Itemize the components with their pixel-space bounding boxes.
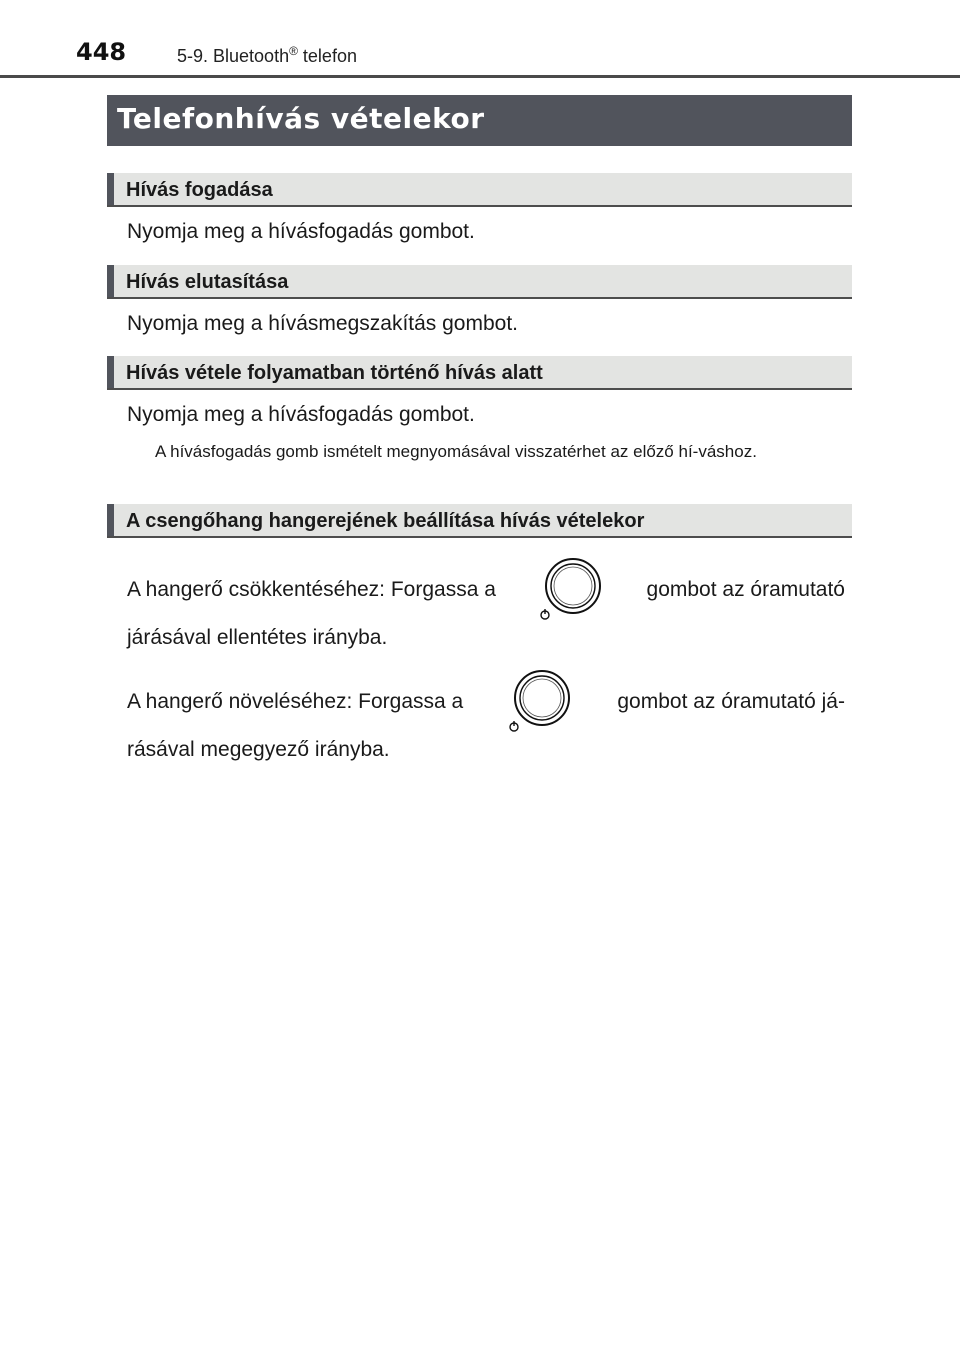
header-rule xyxy=(0,75,960,78)
subheading-accent xyxy=(107,356,114,388)
volume-decrease-instruction xyxy=(127,560,845,656)
instruction-call-waiting: Nyomja meg a hívásfogadás gombot. xyxy=(127,403,475,426)
page-number: 448 xyxy=(76,38,127,66)
instruction-answer-call: Nyomja meg a hívásfogadás gombot. xyxy=(127,220,475,243)
subheading-call-waiting xyxy=(107,356,852,390)
section-breadcrumb xyxy=(177,44,357,67)
subheading-reject-call xyxy=(107,265,852,299)
subheading-accent xyxy=(107,265,114,297)
registered-mark: ® xyxy=(289,44,298,58)
power-volume-knob-icon xyxy=(538,557,604,623)
subheading-answer-call xyxy=(107,173,852,207)
increase-text-after: gombot az óramutató já- xyxy=(617,690,845,713)
section-suffix: telefon xyxy=(297,46,357,66)
subheading-ringtone-volume xyxy=(107,504,852,538)
section-prefix: 5-9. Bluetooth xyxy=(177,46,290,66)
subheading-accent xyxy=(107,173,114,205)
subheading-text: Hívás elutasítása xyxy=(126,271,289,293)
volume-increase-instruction xyxy=(127,672,845,768)
page-title-bar xyxy=(107,95,852,146)
subheading-accent xyxy=(107,504,114,536)
subheading-text: Hívás fogadása xyxy=(126,179,273,201)
instruction-reject-call: Nyomja meg a hívásmegszakítás gombot. xyxy=(127,312,519,335)
decrease-text-before: A hangerő csökkentéséhez: Forgassa a xyxy=(127,578,496,601)
page-title: Telefonhívás vételekor xyxy=(117,102,485,135)
subheading-text: A csengőhang hangerejének beállítása hívás vételekor xyxy=(126,510,645,532)
subheading-text: Hívás vétele folyamatban történő hívás alatt xyxy=(126,362,543,384)
decrease-text-after: gombot az óramutató xyxy=(646,578,845,601)
call-waiting-note: A hívásfogadás gomb ismételt megnyomásával visszatérhet az előző hí-váshoz. xyxy=(155,442,757,461)
increase-text-cont: rásával megegyező irányba. xyxy=(127,738,390,761)
decrease-text-cont: járásával ellentétes irányba. xyxy=(127,626,388,649)
power-volume-knob-icon xyxy=(507,669,573,735)
increase-text-before: A hangerő növeléséhez: Forgassa a xyxy=(127,690,464,713)
